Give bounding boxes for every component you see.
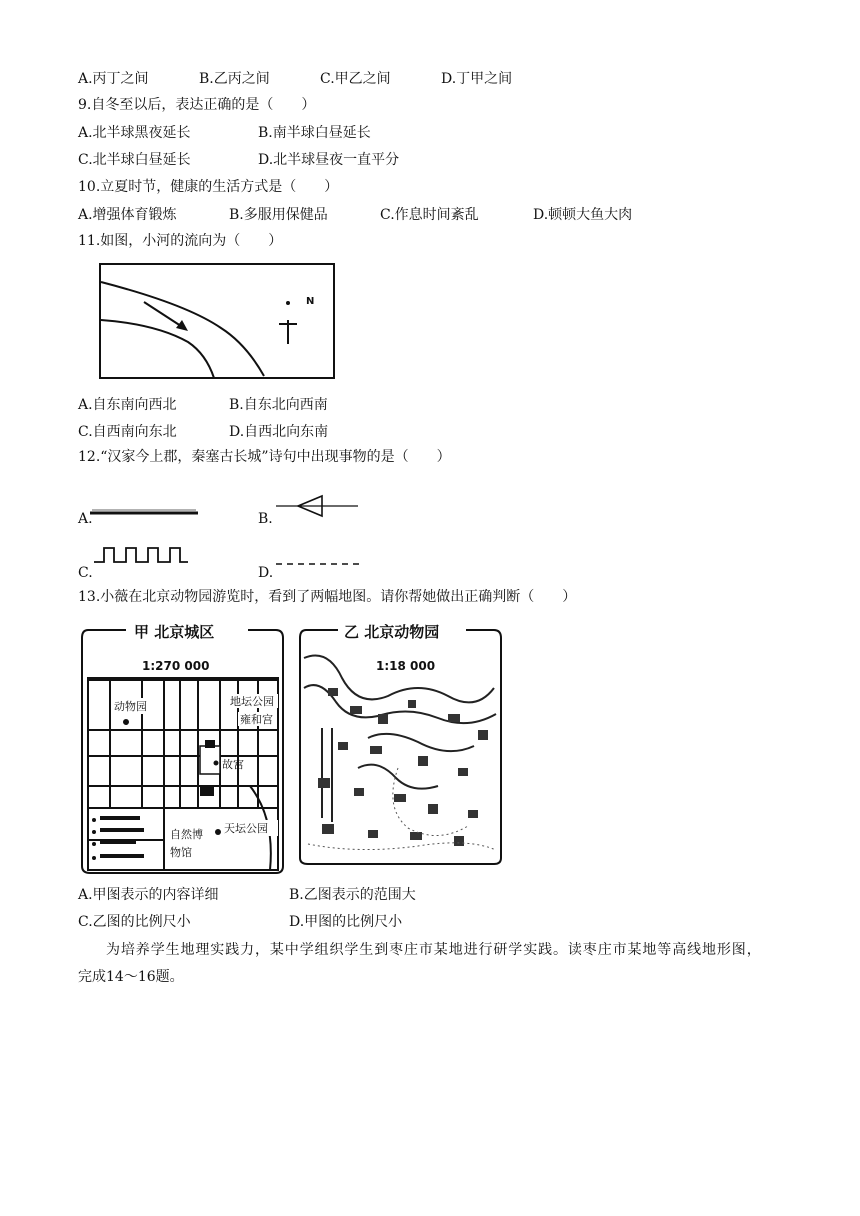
- q11-option-d: D.自西北向东南: [229, 424, 329, 440]
- map-a-gugong-block: [200, 746, 220, 774]
- q12-option-b: B.: [258, 511, 273, 527]
- q10-option-c: C.作息时间紊乱: [380, 207, 479, 223]
- intro-14-16-line-2: 完成14～16题。: [78, 969, 184, 985]
- q10-option-a: A.增强体育锻炼: [78, 207, 177, 223]
- compass-n-label: N: [306, 296, 315, 307]
- q12-stem: 12.“汉家今上郡，秦塞古长城”诗句中出现事物的是（ ）: [78, 449, 451, 465]
- river-flow-figure: [96, 262, 338, 386]
- flow-arrow-head: [176, 320, 188, 331]
- intro-14-16-line-1: 为培养学生地理实践力，某中学组织学生到枣庄市某地进行研学实践。读枣庄市某地等高线地形图，: [106, 942, 762, 958]
- map-b-title: 乙 北京动物园: [344, 623, 440, 641]
- map-a-yonghe-label: 雍和宫: [240, 713, 273, 726]
- figure-frame: [100, 264, 334, 378]
- map-a-scale: 1:270 000: [142, 659, 210, 673]
- q9-option-b: B.南半球白昼延长: [258, 125, 371, 141]
- symbol-b-pass: [272, 490, 362, 526]
- q8-option-c: C.甲乙之间: [320, 71, 391, 87]
- symbol-c-great-wall: [92, 540, 192, 572]
- map-a-tiantan-label: 天坛公园: [224, 822, 268, 835]
- q8-option-d: D.丁甲之间: [441, 71, 513, 87]
- q9-option-c: C.北半球白昼延长: [78, 152, 191, 168]
- q13-option-d: D.甲图的比例尺小: [289, 914, 403, 930]
- q13-stem: 13.小薇在北京动物园游览时，看到了两幅地图。请你帮她做出正确判断（ ）: [78, 589, 577, 605]
- symbol-d-dashed-line: [272, 556, 364, 576]
- q13-option-a: A.甲图表示的内容详细: [78, 887, 219, 903]
- q12-option-a: A.: [78, 511, 93, 527]
- q13-option-b: B.乙图表示的范围大: [289, 887, 416, 903]
- map-a-nature-label: 自然博: [170, 828, 203, 841]
- q11-option-c: C.自西南向东北: [78, 424, 177, 440]
- q9-option-d: D.北半球昼夜一直平分: [258, 152, 400, 168]
- map-b-paths: [308, 768, 496, 850]
- map-b-beijing-zoo: [298, 618, 503, 872]
- q8-option-b: B.乙丙之间: [199, 71, 270, 87]
- q11-option-b: B.自东北向西南: [229, 397, 328, 413]
- q10-option-b: B.多服用保健品: [229, 207, 328, 223]
- q10-stem: 10.立夏时节，健康的生活方式是（ ）: [78, 179, 339, 195]
- map-a-ditan-label: 地坛公园: [230, 695, 274, 708]
- map-a-zoo-label: 动物园: [114, 700, 147, 713]
- map-a-nature-label-2: 物馆: [170, 846, 192, 859]
- map-a-gugong-label: 故宫: [222, 758, 244, 771]
- map-b-scale: 1:18 000: [376, 659, 436, 673]
- q9-option-a: A.北半球黑夜延长: [78, 125, 191, 141]
- river-bank-lower: [101, 320, 214, 378]
- q11-stem: 11.如图，小河的流向为（ ）: [78, 233, 283, 249]
- q13-option-c: C.乙图的比例尺小: [78, 914, 191, 930]
- q9-stem: 9.自冬至以后，表达正确的是（ ）: [78, 97, 316, 113]
- map-a-beijing-city: [80, 618, 285, 882]
- q12-option-c: C.: [78, 565, 93, 581]
- map-a-title: 甲 北京城区: [134, 623, 215, 641]
- compass-dot: [286, 301, 290, 305]
- q10-option-d: D.顿顿大鱼大肉: [533, 207, 633, 223]
- q11-option-a: A.自东南向西北: [78, 397, 177, 413]
- q8-option-a: A.丙丁之间: [78, 71, 149, 87]
- q12-option-d: D.: [258, 565, 274, 581]
- symbol-a-railway: [90, 500, 202, 524]
